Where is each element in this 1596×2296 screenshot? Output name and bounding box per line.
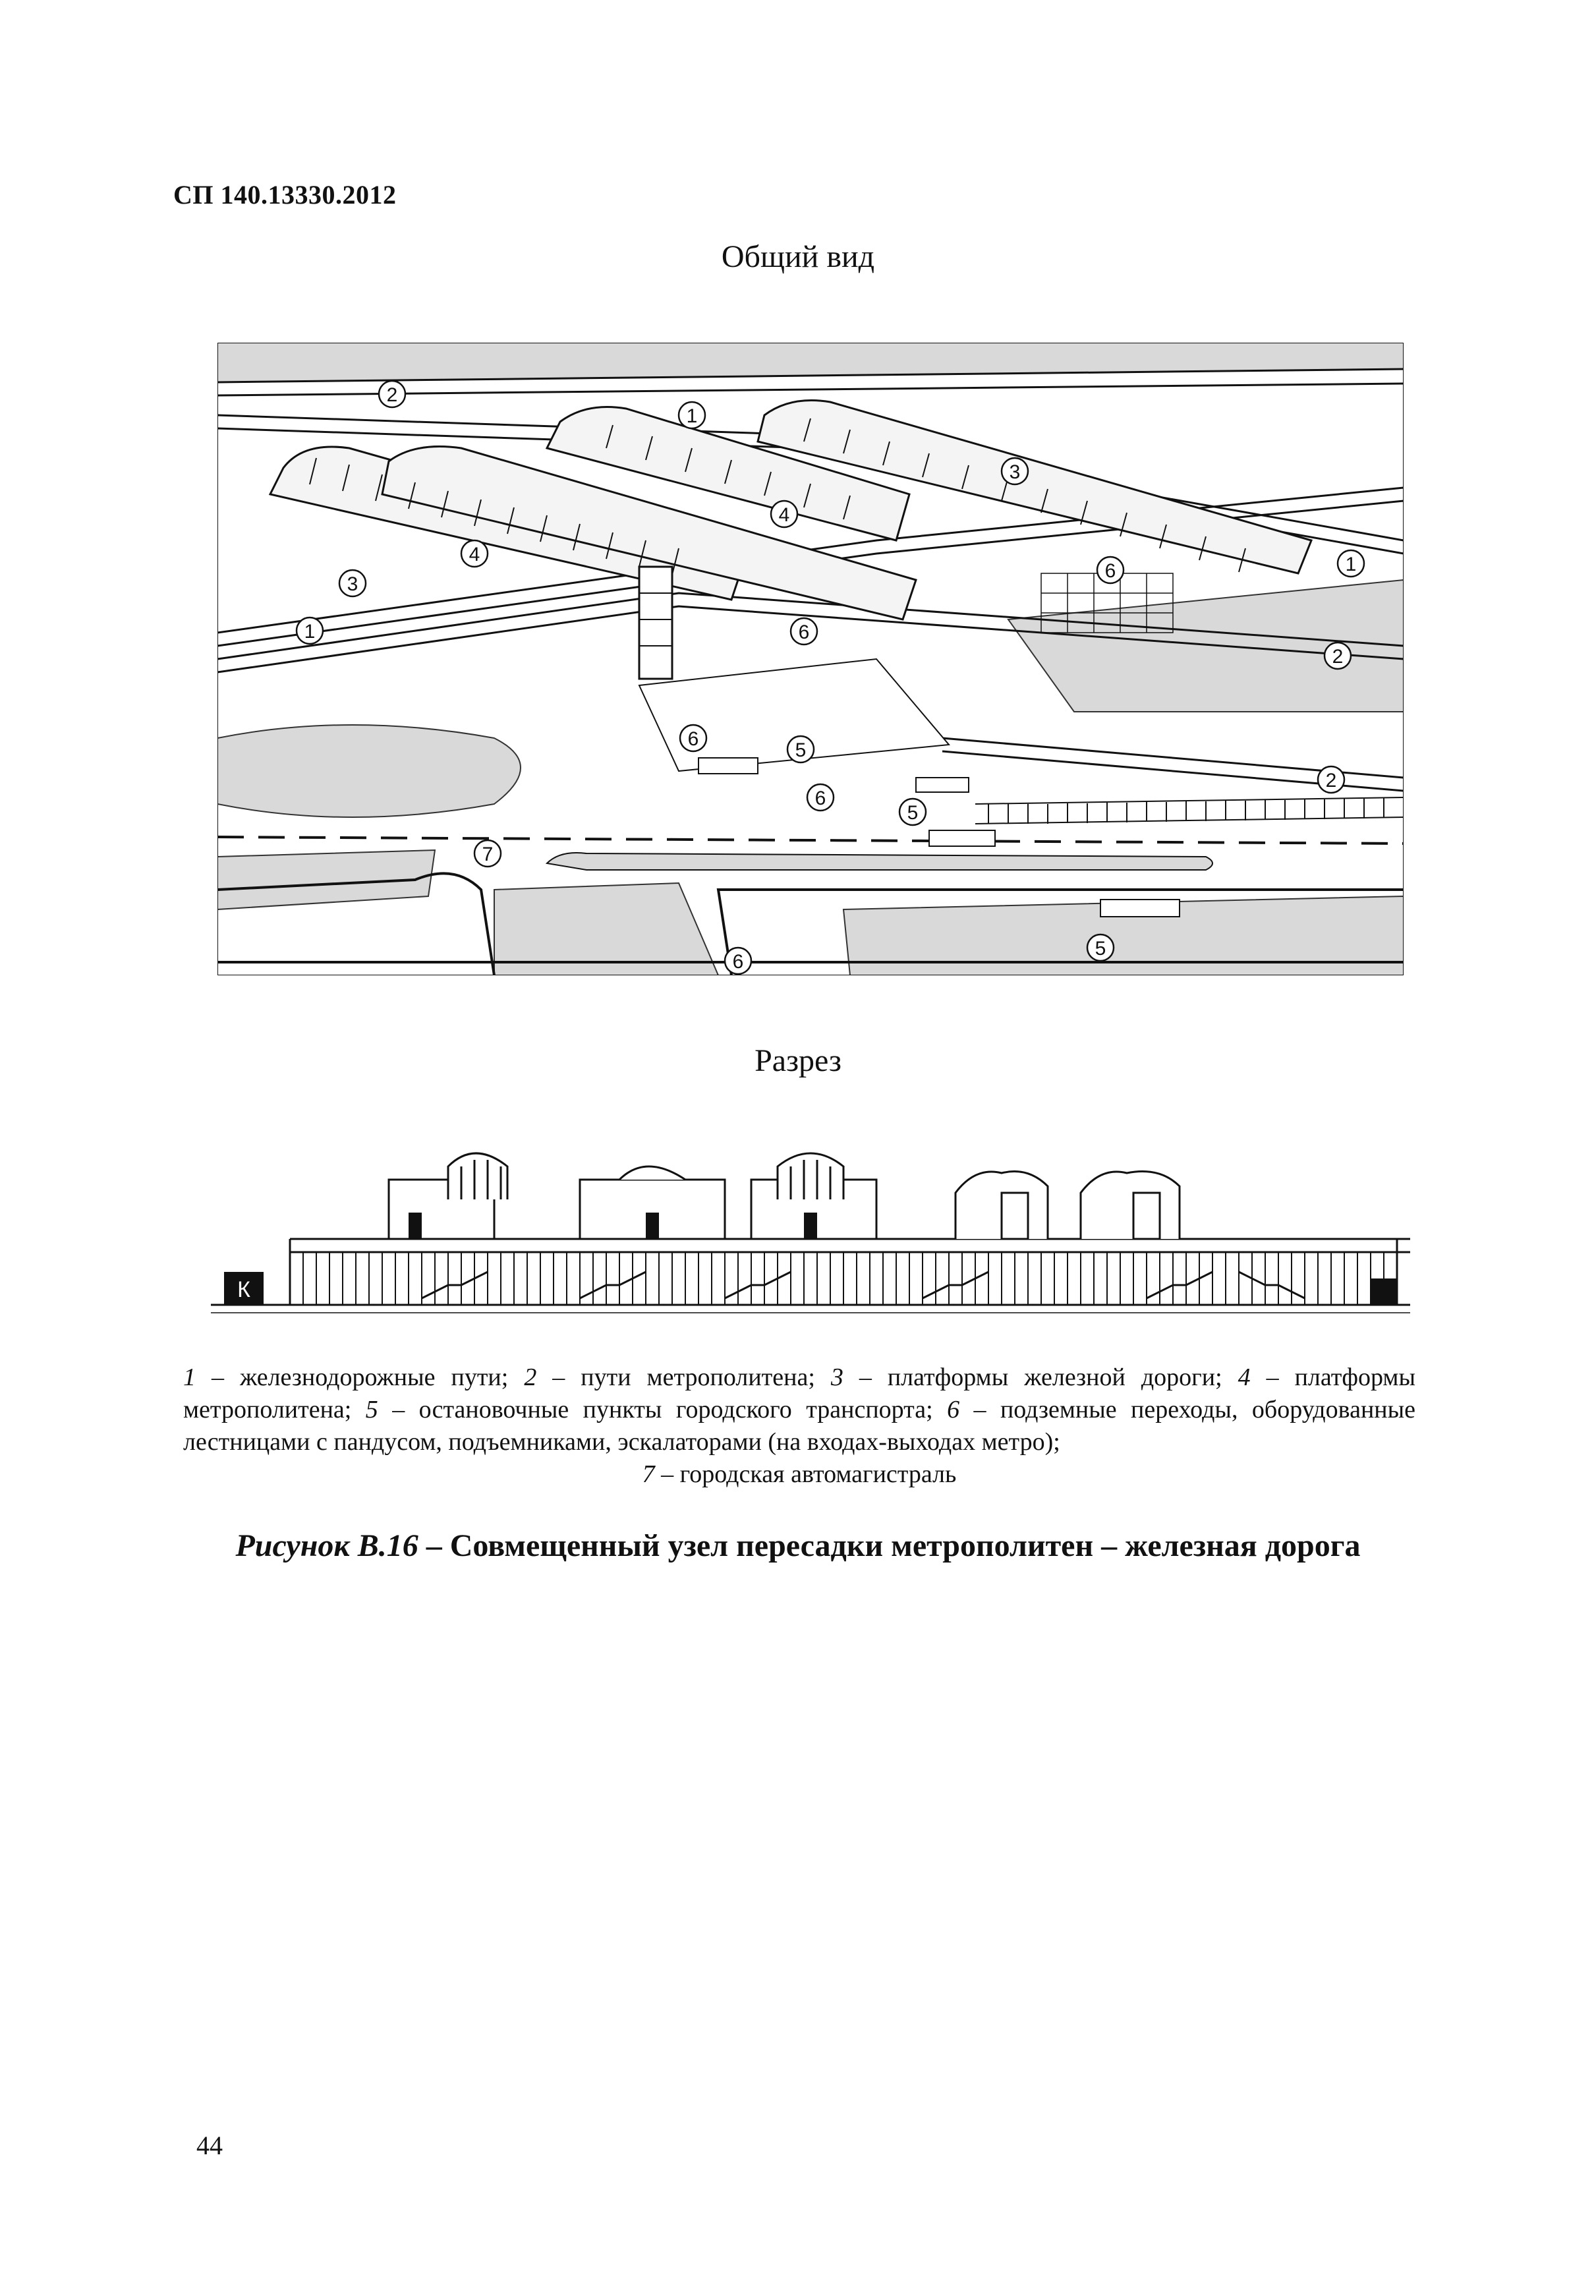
- legend-item-3: 3 – платформы железной дороги;: [830, 1363, 1222, 1391]
- svg-text:3: 3: [1009, 461, 1021, 483]
- callout-1: [1338, 550, 1364, 577]
- svg-text:7: 7: [482, 844, 494, 865]
- callout-1: [679, 402, 705, 428]
- callout-4: [461, 540, 488, 567]
- svg-text:6: 6: [798, 621, 810, 643]
- svg-text:4: 4: [778, 504, 790, 526]
- section-view-title: Разрез: [755, 1043, 841, 1078]
- figure-caption: Рисунок В.16 – Совмещенный узел пересадки метрополитен – железная дорога: [235, 1528, 1361, 1563]
- section-marker-k: К: [237, 1277, 250, 1302]
- svg-text:3: 3: [347, 573, 358, 595]
- callout-6: [725, 948, 751, 974]
- callout-2: [1325, 643, 1351, 669]
- legend-item-5: 5 – остановочные пункты городского транспорта;: [365, 1396, 933, 1423]
- callout-2: [379, 381, 405, 407]
- callout-5: [787, 736, 814, 762]
- svg-text:6: 6: [1104, 560, 1116, 582]
- svg-text:2: 2: [1325, 770, 1337, 791]
- svg-text:5: 5: [1095, 938, 1106, 960]
- legend-item-6: 6 – подземные переходы, оборудованные лестницами с пандусом, подъемниками, эскалаторами (на входах-выходах метро);: [183, 1396, 1416, 1456]
- legend-item-2: 2 – пути метрополитена;: [524, 1363, 815, 1391]
- callout-6: [791, 618, 817, 645]
- cross-section-drawing: [211, 1140, 1410, 1331]
- general-view-illustration: [217, 343, 1404, 975]
- svg-text:1: 1: [686, 405, 698, 427]
- svg-text:6: 6: [687, 728, 699, 750]
- page-number: 44: [196, 2131, 223, 2160]
- callout-3: [1002, 458, 1028, 484]
- document-code: СП 140.13330.2012: [173, 180, 397, 210]
- callout-7: [474, 840, 501, 867]
- callout-4: [771, 501, 797, 527]
- svg-text:6: 6: [732, 951, 744, 973]
- figure-label: Рисунок В.16: [235, 1528, 418, 1563]
- callout-1: [297, 617, 323, 644]
- callout-5: [899, 799, 926, 825]
- svg-text:5: 5: [907, 802, 919, 824]
- callout-3: [339, 570, 366, 596]
- callout-6: [680, 725, 706, 751]
- svg-text:5: 5: [795, 739, 807, 761]
- callout-6: [807, 784, 834, 811]
- general-view-title: Общий вид: [721, 239, 875, 274]
- callout-2: [1318, 766, 1344, 793]
- svg-text:2: 2: [1332, 646, 1344, 668]
- figure-title: Совмещенный узел пересадки метрополитен – железная дорога: [449, 1528, 1361, 1563]
- callout-6: [1097, 557, 1124, 583]
- figure-legend: [183, 1362, 1415, 1491]
- legend-item-7: 7 – городская автомагистраль: [642, 1460, 957, 1488]
- svg-text:2: 2: [386, 384, 398, 406]
- svg-text:4: 4: [469, 544, 480, 565]
- legend-item-4: 4 – платформы метрополитена;: [183, 1363, 1416, 1423]
- svg-text:1: 1: [1345, 554, 1357, 575]
- svg-text:1: 1: [304, 621, 316, 643]
- callout-5: [1087, 934, 1114, 961]
- svg-text:6: 6: [814, 788, 826, 809]
- legend-item-1: 1 – железнодорожные пути;: [183, 1363, 509, 1391]
